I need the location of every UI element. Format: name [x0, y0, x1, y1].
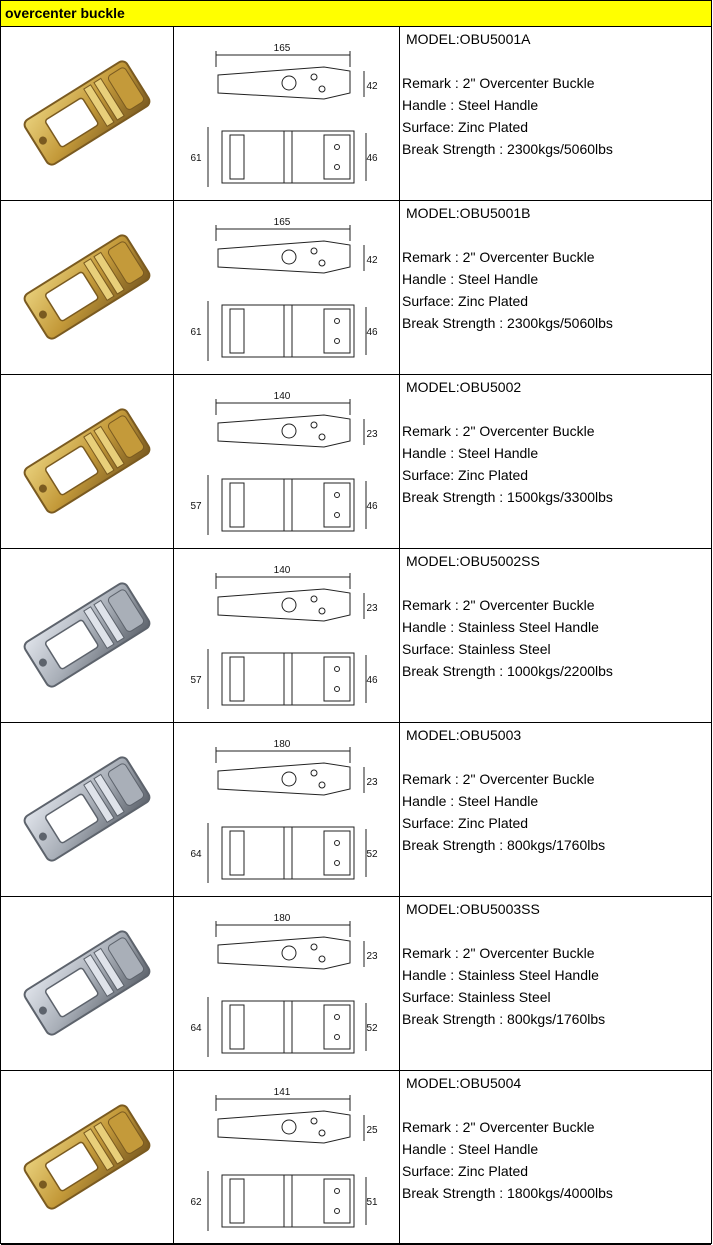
surface-text: Surface: Zinc Plated	[402, 119, 529, 135]
break-strength-text: Break Strength : 2300kgs/5060lbs	[402, 141, 613, 157]
model-label: MODEL:OBU5001B	[406, 205, 531, 221]
surface-text: Surface: Stainless Steel	[402, 989, 551, 1005]
surface-text: Surface: Zinc Plated	[402, 815, 529, 831]
dim-length: 141	[273, 1087, 291, 1098]
remark-text: Remark : 2" Overcenter Buckle	[402, 75, 595, 91]
dim-height: 23	[366, 603, 378, 614]
model-label: MODEL:OBU5001A	[406, 31, 531, 47]
dim-width-inner: 46	[366, 501, 378, 512]
buckle-photo	[22, 755, 151, 863]
spec-cell	[400, 201, 711, 374]
dim-length: 180	[273, 739, 291, 750]
break-strength-text: Break Strength : 800kgs/1760lbs	[402, 1011, 606, 1027]
product-photo-cell	[1, 1071, 173, 1244]
break-strength-text: Break Strength : 1000kgs/2200lbs	[402, 663, 613, 679]
model-label: MODEL:OBU5002	[406, 379, 522, 395]
product-photo-cell	[1, 897, 173, 1070]
dim-width-outer: 61	[190, 327, 202, 338]
dim-length: 140	[273, 565, 291, 576]
handle-text: Handle : Steel Handle	[402, 445, 539, 461]
model-label: MODEL:OBU5002SS	[406, 553, 540, 569]
buckle-photo	[22, 407, 151, 515]
dim-width-outer: 64	[190, 1023, 202, 1034]
table-row	[1, 375, 711, 549]
remark-text: Remark : 2" Overcenter Buckle	[402, 423, 595, 439]
surface-text: Surface: Stainless Steel	[402, 641, 551, 657]
spec-cell	[400, 27, 711, 200]
product-photo-cell	[1, 375, 173, 548]
drawing-cell	[174, 375, 399, 548]
drawing-cell	[174, 27, 399, 200]
handle-text: Handle : Stainless Steel Handle	[402, 619, 599, 635]
table-row	[1, 1071, 711, 1245]
dim-length: 140	[273, 391, 291, 402]
spec-cell	[400, 897, 711, 1070]
dim-width-outer: 62	[190, 1197, 202, 1208]
remark-text: Remark : 2" Overcenter Buckle	[402, 1119, 595, 1135]
buckle-photo	[22, 929, 151, 1037]
model-label: MODEL:OBU5004	[406, 1075, 522, 1091]
dim-width-inner: 52	[366, 849, 378, 860]
buckle-photo	[22, 233, 151, 341]
table-row	[1, 897, 711, 1071]
spec-cell	[400, 723, 711, 896]
technical-drawing	[208, 51, 366, 187]
spec-cell	[400, 549, 711, 722]
model-label: MODEL:OBU5003SS	[406, 901, 540, 917]
drawing-cell	[174, 1071, 399, 1244]
dim-height: 42	[366, 255, 378, 266]
table-row	[1, 549, 711, 723]
dim-height: 25	[366, 1125, 378, 1136]
break-strength-text: Break Strength : 1800kgs/4000lbs	[402, 1185, 613, 1201]
table-title: overcenter buckle	[5, 5, 125, 21]
drawing-cell	[174, 897, 399, 1070]
dim-length: 165	[273, 43, 291, 54]
table-header	[1, 1, 711, 27]
handle-text: Handle : Steel Handle	[402, 271, 539, 287]
buckle-photo	[22, 59, 151, 167]
remark-text: Remark : 2" Overcenter Buckle	[402, 771, 595, 787]
dim-height: 42	[366, 81, 378, 92]
dim-width-inner: 46	[366, 327, 378, 338]
product-photo-cell	[1, 549, 173, 722]
dim-width-outer: 57	[190, 675, 202, 686]
product-photo-cell	[1, 27, 173, 200]
break-strength-text: Break Strength : 1500kgs/3300lbs	[402, 489, 613, 505]
handle-text: Handle : Steel Handle	[402, 1141, 539, 1157]
technical-drawing	[208, 921, 366, 1057]
technical-drawing	[208, 225, 366, 361]
dim-length: 180	[273, 913, 291, 924]
spec-cell	[400, 1071, 711, 1244]
dim-width-outer: 64	[190, 849, 202, 860]
buckle-photo	[22, 1103, 151, 1211]
dim-width-inner: 51	[366, 1197, 378, 1208]
model-label: MODEL:OBU5003	[406, 727, 522, 743]
surface-text: Surface: Zinc Plated	[402, 1163, 529, 1179]
product-photo-cell	[1, 201, 173, 374]
dim-width-inner: 46	[366, 153, 378, 164]
column-divider	[173, 26, 174, 1244]
table-row	[1, 27, 711, 201]
break-strength-text: Break Strength : 2300kgs/5060lbs	[402, 315, 613, 331]
handle-text: Handle : Stainless Steel Handle	[402, 967, 599, 983]
technical-drawing	[208, 573, 366, 709]
technical-drawing	[208, 1095, 366, 1231]
dim-height: 23	[366, 951, 378, 962]
dim-width-inner: 46	[366, 675, 378, 686]
break-strength-text: Break Strength : 800kgs/1760lbs	[402, 837, 606, 853]
dim-width-inner: 52	[366, 1023, 378, 1034]
drawing-cell	[174, 201, 399, 374]
remark-text: Remark : 2" Overcenter Buckle	[402, 249, 595, 265]
handle-text: Handle : Steel Handle	[402, 793, 539, 809]
table-row	[1, 201, 711, 375]
dim-height: 23	[366, 429, 378, 440]
remark-text: Remark : 2" Overcenter Buckle	[402, 597, 595, 613]
drawing-cell	[174, 549, 399, 722]
dim-width-outer: 57	[190, 501, 202, 512]
product-photo-cell	[1, 723, 173, 896]
technical-drawing	[208, 399, 366, 535]
surface-text: Surface: Zinc Plated	[402, 467, 529, 483]
technical-drawing	[208, 747, 366, 883]
remark-text: Remark : 2" Overcenter Buckle	[402, 945, 595, 961]
drawing-cell	[174, 723, 399, 896]
column-divider	[399, 26, 400, 1244]
dim-height: 23	[366, 777, 378, 788]
dim-width-outer: 61	[190, 153, 202, 164]
dim-length: 165	[273, 217, 291, 228]
table-row	[1, 723, 711, 897]
buckle-photo	[22, 581, 151, 689]
handle-text: Handle : Steel Handle	[402, 97, 539, 113]
spec-cell	[400, 375, 711, 548]
surface-text: Surface: Zinc Plated	[402, 293, 529, 309]
